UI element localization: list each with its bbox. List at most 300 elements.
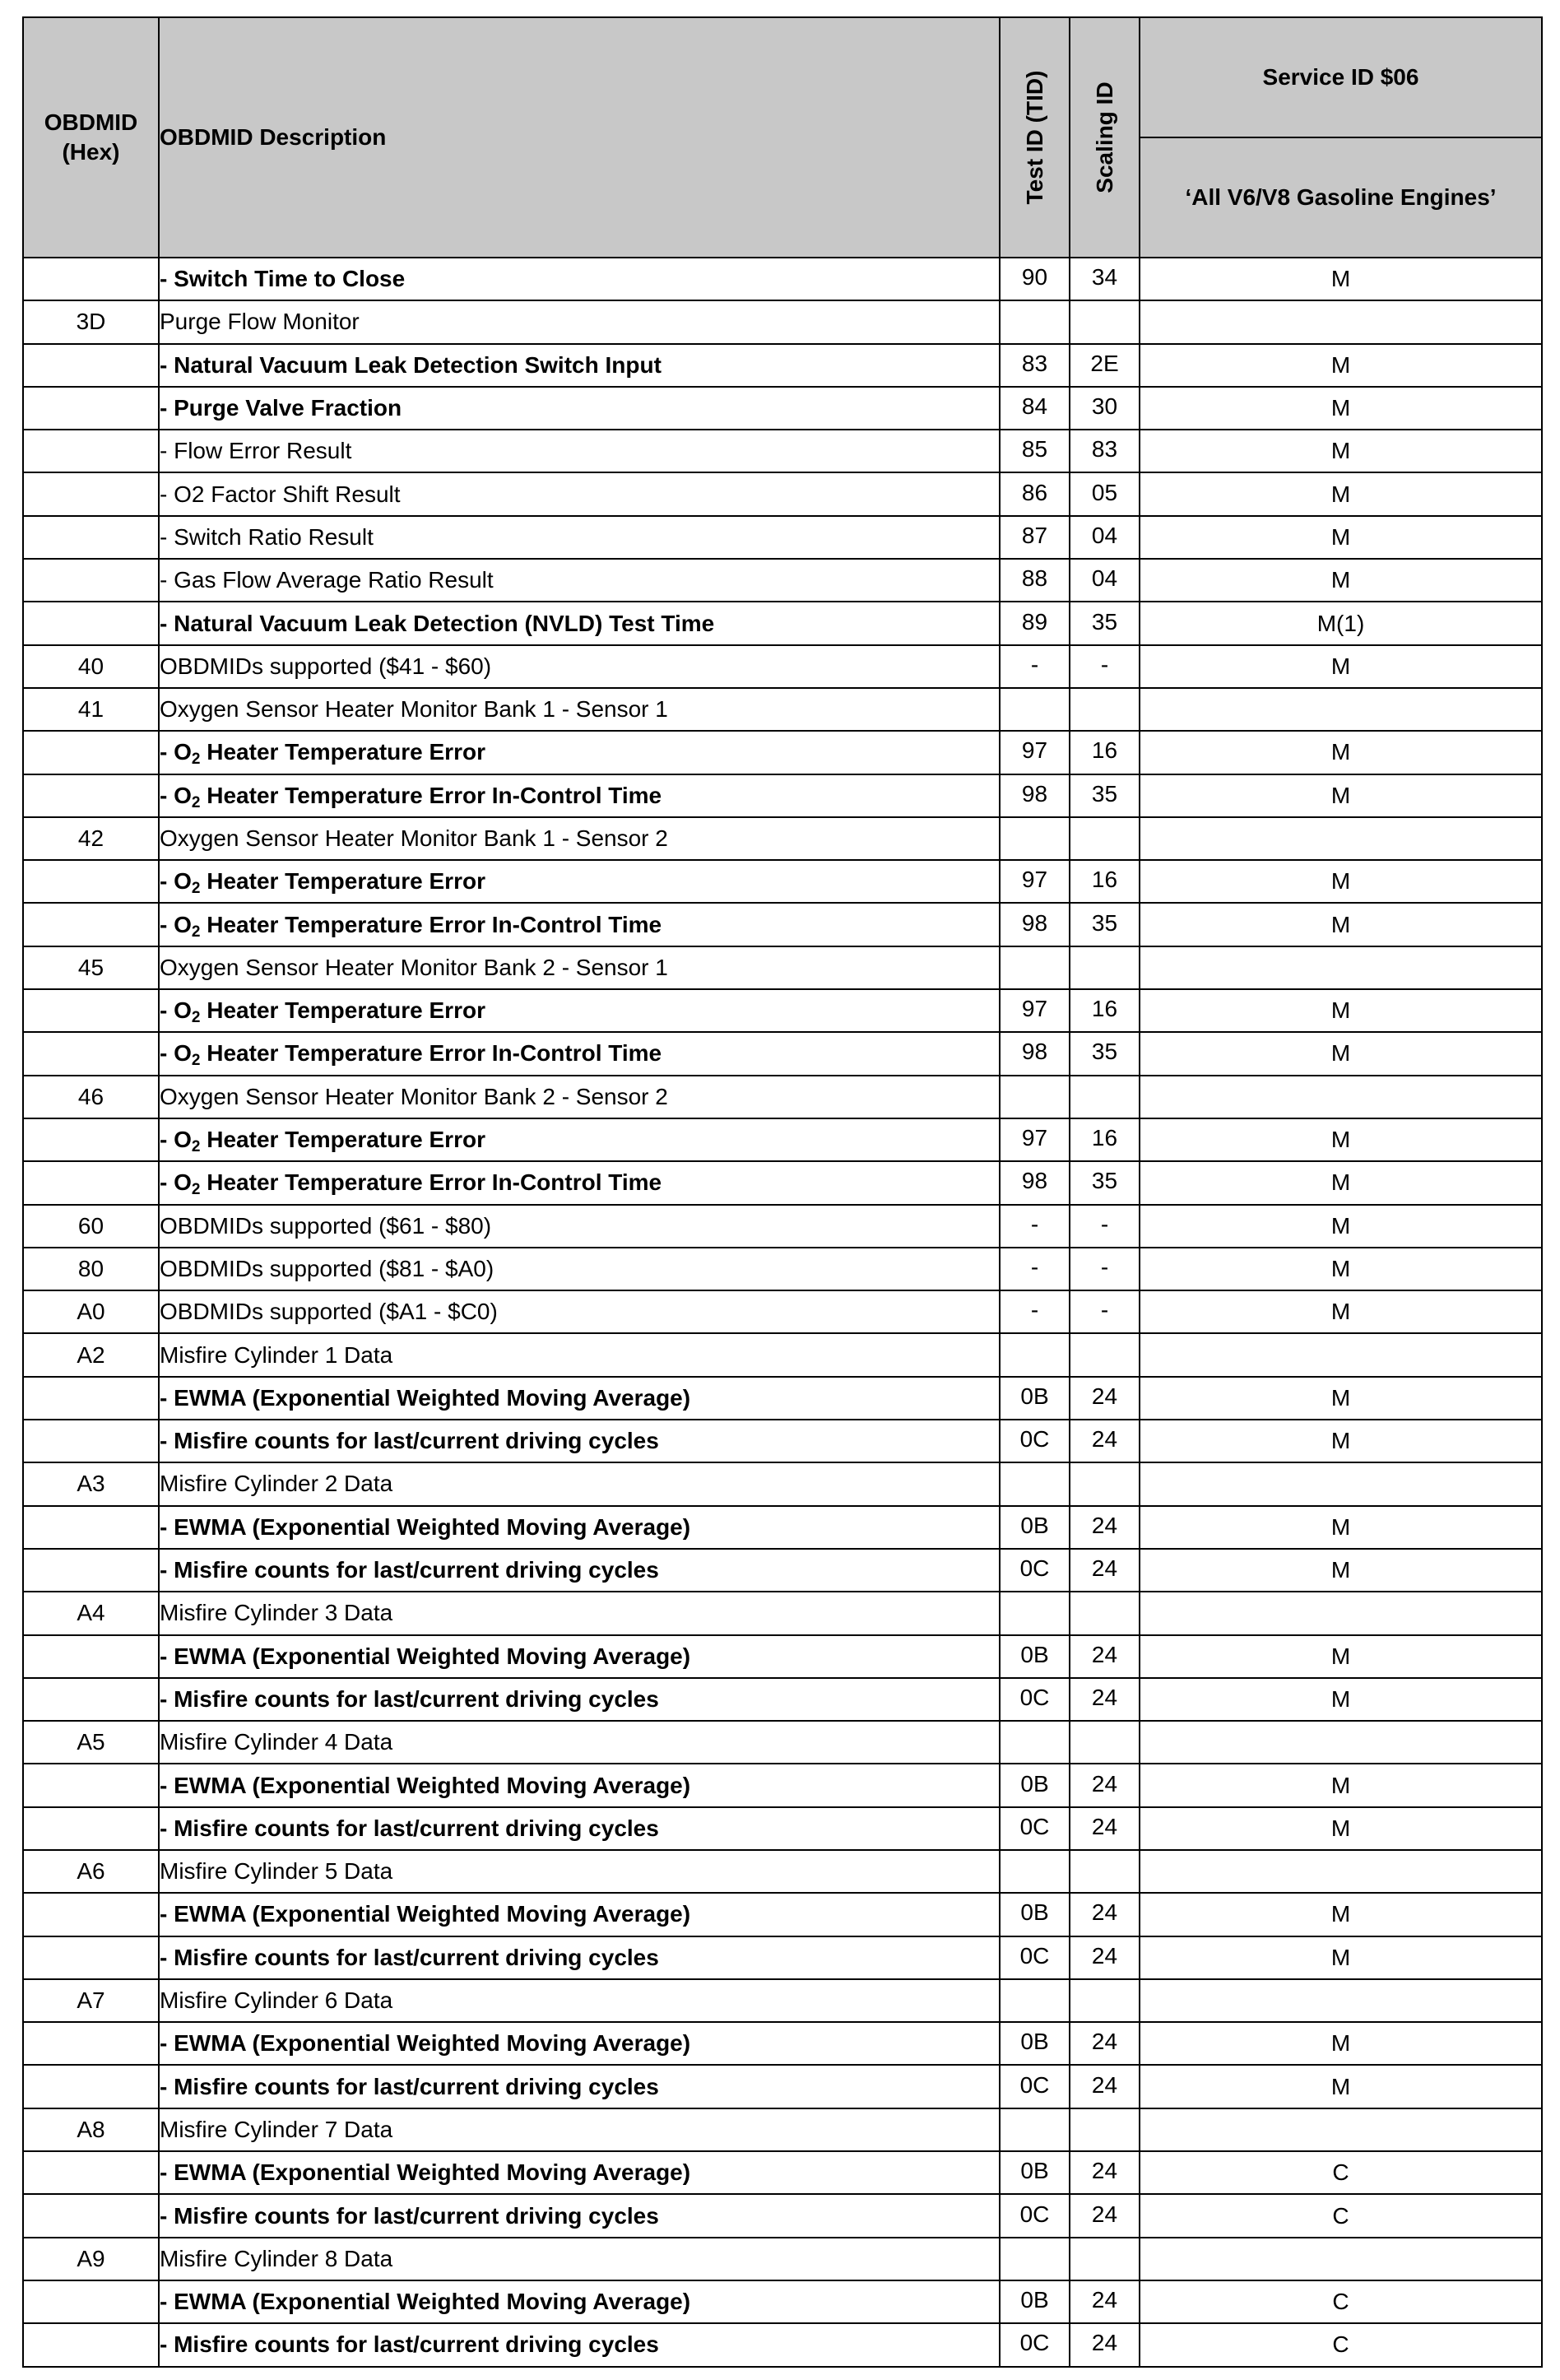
obdmid-cell [23,1032,159,1075]
scaling-id-cell [1070,1377,1140,1420]
table-body [23,258,1542,2367]
table-row [23,1462,1542,1505]
engines-cell: M [1140,1936,1542,1979]
test-id-value: 98 [1021,780,1048,807]
engines-cell: M [1140,1420,1542,1462]
description-cell: - EWMA (Exponential Weighted Moving Average) [159,1893,1000,1936]
table-row [23,2065,1542,2108]
test-id-cell [1000,1979,1070,2022]
engines-cell: M [1140,1290,1542,1333]
table-row [23,1936,1542,1979]
table-row [23,1893,1542,1936]
engines-cell: M [1140,1377,1542,1420]
test-id-value: - [1030,651,1039,677]
table-row [23,860,1542,903]
table-row [23,1979,1542,2022]
description-cell: Oxygen Sensor Heater Monitor Bank 2 - Sensor 1 [159,946,1000,989]
description-subscript: 2 [191,1052,201,1070]
test-id-cell [1000,2194,1070,2237]
engines-cell: M [1140,2065,1542,2108]
engines-cell: C [1140,2323,1542,2366]
obdmid-cell [23,731,159,774]
table-row [23,2151,1542,2194]
scaling-id-cell [1070,2280,1140,2323]
description-cell: - Misfire counts for last/current driving cycles [159,1936,1000,1979]
obdmid-cell: A8 [23,2108,159,2151]
table-row [23,1592,1542,1634]
description-suffix: Heater Temperature Error In-Control Time [200,1169,662,1196]
test-id-cell [1000,1850,1070,1893]
test-id-cell [1000,258,1070,300]
obdmid-cell: A4 [23,1592,159,1634]
engines-cell: M [1140,344,1542,387]
obdmid-cell: 46 [23,1076,159,1118]
test-id-cell [1000,1248,1070,1290]
engines-cell: M [1140,387,1542,430]
engines-cell [1140,1850,1542,1893]
test-id-value: 0B [1020,1512,1049,1538]
scaling-id-cell [1070,989,1140,1032]
description-prefix: - O [160,868,192,895]
scaling-id-value: 35 [1091,608,1118,635]
scaling-id-value: 24 [1091,2071,1118,2098]
engines-cell: M [1140,559,1542,602]
test-id-value: 0B [1020,1383,1049,1409]
test-id-cell [1000,1420,1070,1462]
description-cell [159,989,1000,1032]
scaling-id-value: 04 [1091,522,1118,548]
description-cell: OBDMIDs supported ($A1 - $C0) [159,1290,1000,1333]
obdmid-cell: 42 [23,817,159,860]
test-id-value: 85 [1021,436,1048,463]
table-row [23,258,1542,300]
table-row [23,903,1542,946]
scaling-id-value: 35 [1091,1039,1118,1065]
test-id-value: 0B [1020,2158,1049,2184]
description-suffix: Heater Temperature Error [200,739,485,765]
scaling-id-cell [1070,1850,1140,1893]
test-id-cell [1000,817,1070,860]
description-cell: Oxygen Sensor Heater Monitor Bank 1 - Sensor 2 [159,817,1000,860]
scaling-id-value: 16 [1091,737,1118,764]
scaling-id-cell [1070,1549,1140,1592]
description-cell: - EWMA (Exponential Weighted Moving Average) [159,1764,1000,1806]
table-row [23,645,1542,688]
test-id-value: 0C [1019,1684,1050,1710]
description-suffix: Heater Temperature Error In-Control Time [200,911,662,937]
engines-cell: M [1140,1893,1542,1936]
description-cell: Misfire Cylinder 3 Data [159,1592,1000,1634]
description-subscript: 2 [191,923,201,941]
description-cell: Misfire Cylinder 7 Data [159,2108,1000,2151]
description-cell: Oxygen Sensor Heater Monitor Bank 2 - Sensor 2 [159,1076,1000,1118]
scaling-id-cell [1070,1678,1140,1721]
description-prefix: - O [160,911,192,937]
test-id-cell [1000,2065,1070,2108]
engines-cell [1140,1721,1542,1764]
obdmid-cell: 80 [23,1248,159,1290]
test-id-cell [1000,2238,1070,2280]
scaling-id-cell [1070,2238,1140,2280]
test-id-value: 0C [1019,1813,1050,1839]
obdmid-cell [23,472,159,515]
obdmid-cell [23,989,159,1032]
obdmid-cell [23,1506,159,1549]
engines-cell: C [1140,2151,1542,2194]
obdmid-cell [23,602,159,644]
description-prefix: - O [160,1040,192,1067]
scaling-id-value: 35 [1091,780,1118,807]
obdmid-cell [23,1420,159,1462]
test-id-cell [1000,645,1070,688]
description-cell: Misfire Cylinder 1 Data [159,1333,1000,1376]
scaling-id-value: 35 [1091,1168,1118,1194]
description-subscript: 2 [191,1181,201,1199]
description-cell [159,1032,1000,1075]
table-row [23,1850,1542,1893]
obdmid-cell [23,430,159,472]
scaling-id-cell [1070,344,1140,387]
test-id-value: 97 [1021,737,1048,764]
description-cell: - O2 Factor Shift Result [159,472,1000,515]
description-prefix: - O [160,997,192,1024]
scaling-id-value: 24 [1091,2330,1118,2356]
description-prefix: - O [160,739,192,765]
scaling-id-cell [1070,300,1140,343]
description-cell [159,903,1000,946]
description-cell: - Purge Valve Fraction [159,387,1000,430]
description-cell: - EWMA (Exponential Weighted Moving Average) [159,2280,1000,2323]
scaling-id-value: 24 [1091,1555,1118,1582]
scaling-id-cell [1070,1161,1140,1204]
scaling-id-value: 24 [1091,1383,1118,1409]
scaling-id-cell [1070,1936,1140,1979]
obdmid-cell [23,1936,159,1979]
description-cell: OBDMIDs supported ($81 - $A0) [159,1248,1000,1290]
obdmid-cell [23,1377,159,1420]
description-cell: - Natural Vacuum Leak Detection (NVLD) Test Time [159,602,1000,644]
table-row [23,2108,1542,2151]
obdmid-cell [23,1118,159,1161]
scaling-id-cell [1070,2108,1140,2151]
engines-cell: M [1140,258,1542,300]
table-row [23,1635,1542,1678]
test-id-cell [1000,1118,1070,1161]
scaling-id-cell [1070,1807,1140,1850]
test-id-cell [1000,1936,1070,1979]
scaling-id-value: 24 [1091,2201,1118,2227]
description-cell: - Misfire counts for last/current driving cycles [159,2323,1000,2366]
description-cell: - Misfire counts for last/current driving cycles [159,1678,1000,1721]
test-id-value: 0B [1020,1770,1049,1797]
scaling-id-value: 30 [1091,393,1118,420]
obdmid-table [22,16,1543,2368]
table-row [23,1420,1542,1462]
scaling-id-cell [1070,472,1140,515]
scaling-id-value: 24 [1091,1899,1118,1926]
test-id-value: 98 [1021,1168,1048,1194]
test-id-value: 0C [1019,1426,1050,1453]
engines-cell [1140,1592,1542,1634]
description-cell: - Switch Ratio Result [159,516,1000,559]
scaling-id-value: 16 [1091,996,1118,1022]
test-id-value: - [1030,1297,1039,1323]
scaling-id-cell [1070,2151,1140,2194]
scaling-id-value: 24 [1091,1684,1118,1710]
scaling-id-cell [1070,1333,1140,1376]
obdmid-cell [23,1549,159,1592]
description-suffix: Heater Temperature Error [200,997,485,1024]
description-cell: Misfire Cylinder 5 Data [159,1850,1000,1893]
test-id-value: 0C [1019,2201,1050,2227]
test-id-value: - [1030,1253,1039,1280]
engines-cell: M [1140,1764,1542,1806]
test-id-cell [1000,2280,1070,2323]
test-id-value: 0B [1020,1899,1049,1926]
engines-cell: M [1140,1205,1542,1248]
header-test-id [1000,17,1070,258]
test-id-value: 98 [1021,1039,1048,1065]
obdmid-cell [23,903,159,946]
scaling-id-value: 34 [1091,264,1118,291]
test-id-cell [1000,387,1070,430]
scaling-id-cell [1070,1979,1140,2022]
header-description: OBDMID Description [159,17,1000,258]
engines-cell: M [1140,1161,1542,1204]
table-row [23,1377,1542,1420]
obdmid-cell: 45 [23,946,159,989]
scaling-id-value: 05 [1091,479,1118,505]
engines-cell: C [1140,2194,1542,2237]
table-row [23,1678,1542,1721]
obdmid-cell [23,344,159,387]
description-cell: OBDMIDs supported ($41 - $60) [159,645,1000,688]
scaling-id-value: 24 [1091,2287,1118,2313]
scaling-id-cell [1070,2323,1140,2366]
test-id-cell [1000,1290,1070,1333]
test-id-cell [1000,602,1070,644]
obdmid-cell: A5 [23,1721,159,1764]
test-id-value: - [1030,1211,1039,1237]
scaling-id-value: 24 [1091,1942,1118,1969]
test-id-value: 86 [1021,479,1048,505]
table-row [23,2323,1542,2366]
test-id-cell [1000,1721,1070,1764]
description-cell: - Switch Time to Close [159,258,1000,300]
scaling-id-value: 16 [1091,867,1118,893]
obdmid-cell [23,387,159,430]
description-cell: Misfire Cylinder 2 Data [159,1462,1000,1505]
scaling-id-value: 24 [1091,2029,1118,2055]
scaling-id-cell [1070,1248,1140,1290]
obdmid-cell [23,2323,159,2366]
test-id-value: 0B [1020,2029,1049,2055]
table-row [23,430,1542,472]
table-row [23,602,1542,644]
description-suffix: Heater Temperature Error [200,1127,485,1153]
test-id-cell [1000,1377,1070,1420]
engines-cell [1140,946,1542,989]
test-id-value: 0C [1019,2071,1050,2098]
scaling-id-cell [1070,860,1140,903]
description-cell: Misfire Cylinder 8 Data [159,2238,1000,2280]
table-row [23,688,1542,731]
table-row [23,2194,1542,2237]
scaling-id-cell [1070,1893,1140,1936]
description-prefix: - O [160,782,192,808]
table-row [23,516,1542,559]
engines-cell: M [1140,1635,1542,1678]
engines-cell: M [1140,1248,1542,1290]
description-cell: Misfire Cylinder 4 Data [159,1721,1000,1764]
header-obdmid-line2: (Hex) [62,139,120,165]
obdmid-cell [23,1893,159,1936]
scaling-id-cell [1070,1592,1140,1634]
test-id-value: 84 [1021,393,1048,420]
table-row [23,472,1542,515]
description-suffix: Heater Temperature Error In-Control Time [200,1040,662,1067]
scaling-id-cell [1070,817,1140,860]
header-obdmid [23,17,159,258]
engines-cell: M [1140,645,1542,688]
description-cell: - EWMA (Exponential Weighted Moving Average) [159,1377,1000,1420]
obdmid-cell [23,516,159,559]
test-id-cell [1000,1807,1070,1850]
table-row [23,946,1542,989]
scaling-id-cell [1070,946,1140,989]
test-id-cell [1000,1764,1070,1806]
description-subscript: 2 [191,1009,201,1027]
scaling-id-value: 16 [1091,1125,1118,1151]
table-row [23,1290,1542,1333]
table-row [23,1506,1542,1549]
obdmid-cell: 41 [23,688,159,731]
scaling-id-cell [1070,1032,1140,1075]
engines-cell: C [1140,2280,1542,2323]
table-row [23,1721,1542,1764]
table-row [23,344,1542,387]
test-id-cell [1000,2022,1070,2065]
test-id-value: 0B [1020,2287,1049,2313]
test-id-cell [1000,1549,1070,1592]
table-row [23,774,1542,817]
test-id-cell [1000,1592,1070,1634]
engines-cell: M [1140,731,1542,774]
description-cell: - Misfire counts for last/current driving cycles [159,2194,1000,2237]
scaling-id-value: 24 [1091,1770,1118,1797]
obdmid-cell [23,1807,159,1850]
test-id-cell [1000,472,1070,515]
scaling-id-value: 24 [1091,1512,1118,1538]
test-id-value: 98 [1021,909,1048,936]
scaling-id-value: 35 [1091,909,1118,936]
test-id-value: 0C [1019,1555,1050,1582]
engines-cell: M [1140,1807,1542,1850]
table-row [23,1076,1542,1118]
header-service-id: Service ID $06 [1140,17,1542,137]
scaling-id-cell [1070,516,1140,559]
engines-cell: M [1140,516,1542,559]
test-id-cell [1000,559,1070,602]
scaling-id-cell [1070,645,1140,688]
scaling-id-cell [1070,387,1140,430]
test-id-value: 89 [1021,608,1048,635]
obdmid-cell [23,860,159,903]
engines-cell: M [1140,1032,1542,1075]
test-id-value: 0B [1020,1641,1049,1667]
description-cell: - Misfire counts for last/current driving cycles [159,1807,1000,1850]
test-id-value: 88 [1021,565,1048,592]
scaling-id-cell [1070,430,1140,472]
scaling-id-value: - [1100,651,1109,677]
obdmid-cell: A7 [23,1979,159,2022]
scaling-id-value: - [1100,1211,1109,1237]
header-engines: ‘All V6/V8 Gasoline Engines’ [1140,137,1542,258]
scaling-id-cell [1070,1506,1140,1549]
test-id-cell [1000,731,1070,774]
test-id-cell [1000,300,1070,343]
scaling-id-cell [1070,903,1140,946]
obdmid-cell: A3 [23,1462,159,1505]
test-id-cell [1000,688,1070,731]
test-id-cell [1000,1893,1070,1936]
description-subscript: 2 [191,793,201,811]
obdmid-cell: 40 [23,645,159,688]
engines-cell: M [1140,2022,1542,2065]
test-id-cell [1000,1506,1070,1549]
description-cell: - EWMA (Exponential Weighted Moving Average) [159,1635,1000,1678]
obdmid-cell: A9 [23,2238,159,2280]
scaling-id-cell [1070,2022,1140,2065]
scaling-id-cell [1070,1721,1140,1764]
engines-cell [1140,1462,1542,1505]
table-row [23,2280,1542,2323]
test-id-cell [1000,2151,1070,2194]
description-cell: OBDMIDs supported ($61 - $80) [159,1205,1000,1248]
test-id-cell [1000,1333,1070,1376]
scaling-id-cell [1070,1205,1140,1248]
scaling-id-cell [1070,1635,1140,1678]
engines-cell [1140,2238,1542,2280]
scaling-id-cell [1070,688,1140,731]
scaling-id-value: 2E [1090,350,1119,376]
test-id-cell [1000,2108,1070,2151]
description-cell: - EWMA (Exponential Weighted Moving Average) [159,1506,1000,1549]
test-id-cell [1000,946,1070,989]
scaling-id-cell [1070,2065,1140,2108]
test-id-cell [1000,2323,1070,2366]
scaling-id-value: - [1100,1253,1109,1280]
scaling-id-cell [1070,2194,1140,2237]
scaling-id-cell [1070,1420,1140,1462]
table-row [23,989,1542,1032]
obdmid-cell [23,258,159,300]
scaling-id-value: - [1100,1297,1109,1323]
description-cell: - Misfire counts for last/current driving cycles [159,1549,1000,1592]
description-cell: Misfire Cylinder 6 Data [159,1979,1000,2022]
description-subscript: 2 [191,751,201,769]
engines-cell [1140,1333,1542,1376]
test-id-value: 97 [1021,1125,1048,1151]
description-prefix: - O [160,1127,192,1153]
description-cell: - EWMA (Exponential Weighted Moving Average) [159,2151,1000,2194]
engines-cell [1140,688,1542,731]
table-row [23,1248,1542,1290]
engines-cell: M [1140,774,1542,817]
test-id-value: 97 [1021,996,1048,1022]
engines-cell: M [1140,472,1542,515]
scaling-id-cell [1070,731,1140,774]
